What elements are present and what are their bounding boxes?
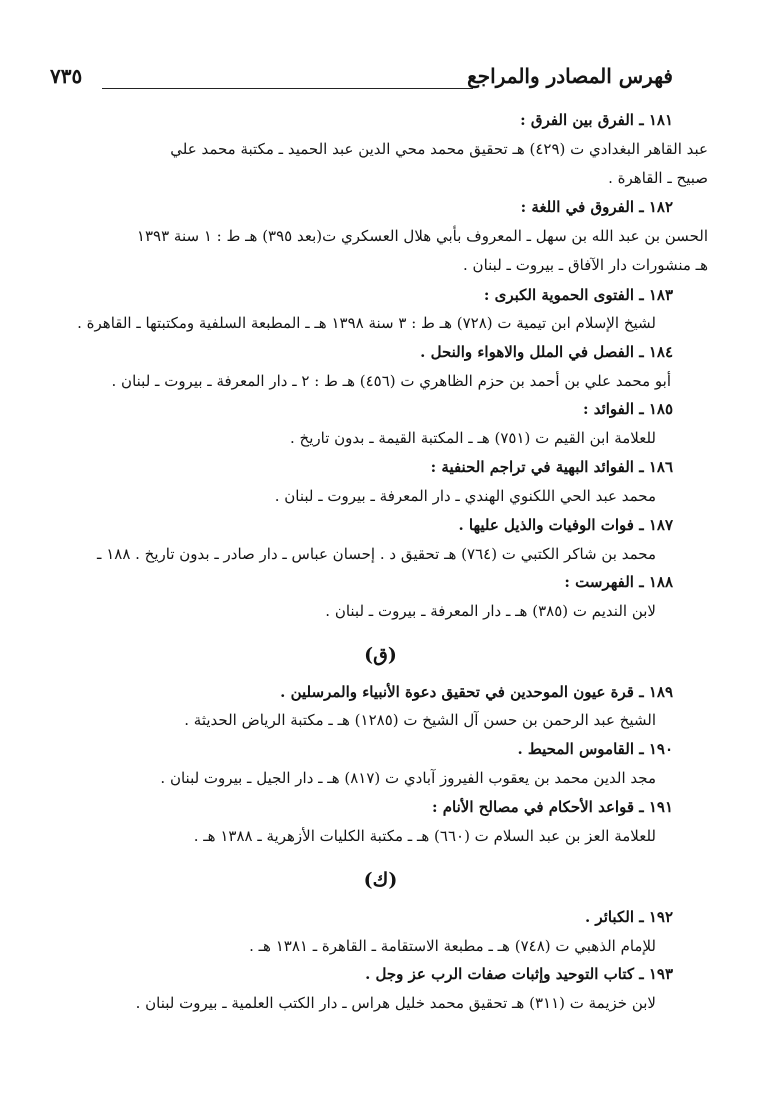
entry-title: ١٩٠ ـ القاموس المحيط . [517,740,673,758]
entry-title: ١٩٣ ـ كتاب التوحيد وإثبات صفات الرب عز وجل . [365,965,673,983]
entry-detail: للعلامة العز بن عبد السلام ت (٦٦٠) هـ ـ مكتبة الكليات الأزهرية ـ ١٣٨٨ هـ . [193,827,656,845]
entry-title: ١٨٥ ـ الفوائد : [582,400,673,418]
entry-detail: أبو محمد علي بن أحمد بن حزم الظاهري ت (٤٥٦) هـ ط : ٢ ـ دار المعرفة ـ بيروت ـ لبنان . [111,372,671,390]
page-title: فهرس المصادر والمراجع [467,64,673,88]
entry-detail: للإمام الذهبي ت (٧٤٨) هـ ـ مطبعة الاستقامة ـ القاهرة ـ ١٣٨١ هـ . [249,937,656,955]
entry-detail: الحسن بن عبد الله بن سهل ـ المعروف بأبي هلال العسكري ت(بعد ٣٩٥) هـ ط : ١ سنة ١٣٩٣ [136,227,708,245]
entry-detail: محمد بن شاكر الكتبي ت (٧٦٤) هـ تحقيق د . إحسان عباس ـ دار صادر ـ بدون تاريخ . ١٨٨ ـ [97,545,656,563]
header-rule [102,88,473,89]
entry-detail: للعلامة ابن القيم ت (٧٥١) هـ ـ المكتبة القيمة ـ بدون تاريخ . [290,429,656,447]
entry-detail: عبد القاهر البغدادي ت (٤٢٩) هـ تحقيق محمد محي الدين عبد الحميد ـ مكتبة محمد علي [170,140,708,158]
entry-title: ١٨٣ ـ الفتوى الحموية الكبرى : [483,286,673,304]
entry-title: ١٩٢ ـ الكبائر . [584,908,673,926]
section-letter-kaf: (ك) [363,869,398,891]
entry-detail: مجد الدين محمد بن يعقوب الفيروز آبادي ت (٨١٧) هـ ـ دار الجيل ـ بيروت لبنان . [160,769,656,787]
entry-title: ١٨٦ ـ الفوائد البهية في تراجم الحنفية : [430,458,673,476]
entry-title: ١٨٨ ـ الفهرست : [564,573,673,591]
section-letter-qaf: (ق) [364,644,397,666]
entry-detail: هـ منشورات دار الآفاق ـ بيروت ـ لبنان . [463,256,708,274]
entry-detail: محمد عبد الحي اللكنوي الهندي ـ دار المعرفة ـ بيروت ـ لبنان . [274,487,656,505]
entry-title: ١٨١ ـ الفرق بين الفرق : [520,111,673,129]
entry-detail: لشيخ الإسلام ابن تيمية ت (٧٢٨) هـ ط : ٣ سنة ١٣٩٨ هـ ـ المطبعة السلفية ومكتبتها ـ القاهرة . [77,314,656,332]
entry-title: ١٨٢ ـ الفروق في اللغة : [520,198,673,216]
page-header [50,64,673,98]
entry-title: ١٨٧ ـ فوات الوفيات والذيل عليها . [458,516,673,534]
entry-title: ١٩١ ـ قواعد الأحكام في مصالح الأنام : [432,798,673,816]
entry-title: ١٨٩ ـ قرة عيون الموحدين في تحقيق دعوة الأنبياء والمرسلين . [280,683,673,701]
entry-detail: الشيخ عبد الرحمن بن حسن آل الشيخ ت (١٢٨٥) هـ ـ مكتبة الرياض الحديثة . [184,711,656,729]
entry-detail: لابن خزيمة ت (٣١١) هـ تحقيق محمد خليل هراس ـ دار الكتب العلمية ـ بيروت لبنان . [135,994,656,1012]
page-number: ٧٣٥ [50,64,83,88]
entry-detail: لابن النديم ت (٣٨٥) هـ ـ دار المعرفة ـ بيروت ـ لبنان . [325,602,656,620]
entry-title: ١٨٤ ـ الفصل في الملل والاهواء والنحل . [420,343,673,361]
entry-detail: صبيح ـ القاهرة . [608,169,708,187]
